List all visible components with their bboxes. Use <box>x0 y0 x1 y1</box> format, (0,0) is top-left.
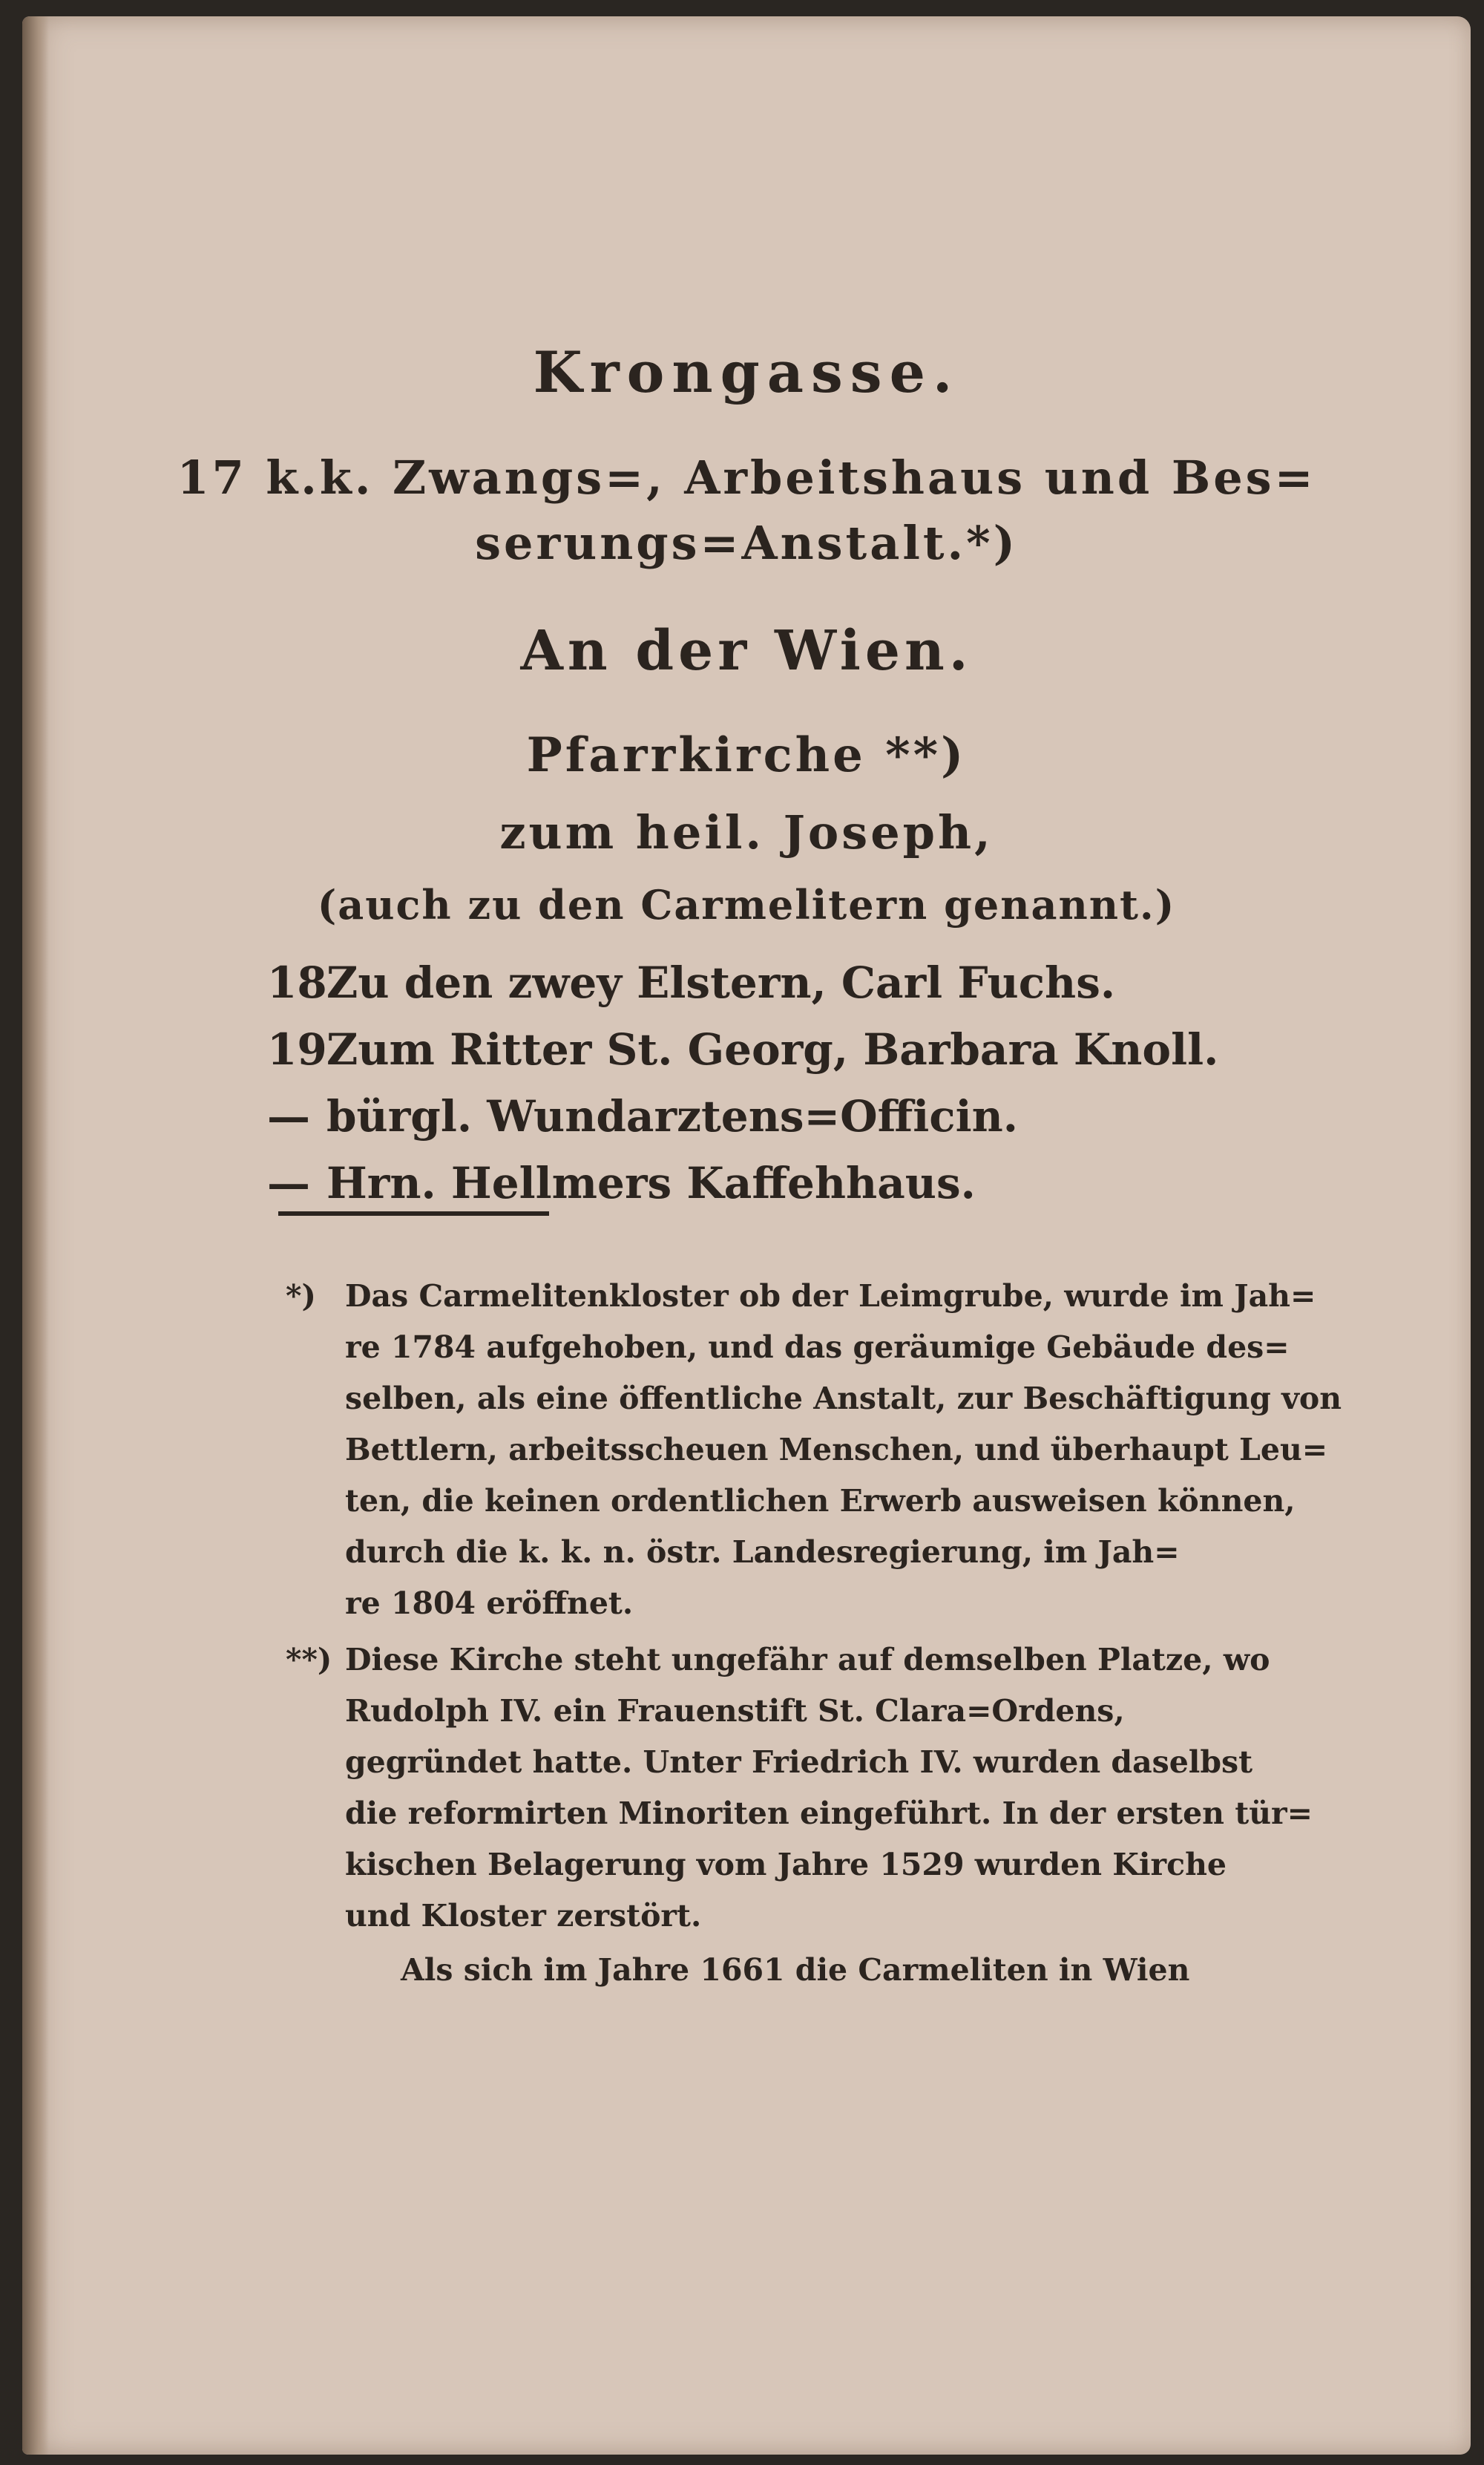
footnote-line: gegründet hatte. Unter Friedrich IV. wurden daselbst <box>345 1744 1253 1780</box>
footnote-2 <box>286 1634 1313 1942</box>
entry-row <box>267 957 1115 1008</box>
footnote-line: Das Carmelitenkloster ob der Leimgrube, wurde im Jah= <box>345 1278 1316 1314</box>
book-page <box>22 16 1471 2455</box>
entry-row <box>267 1024 1218 1075</box>
church-heading: Pfarrkirche **) <box>526 727 967 783</box>
footnote-line: ten, die keinen ordentlichen Erwerb ausweisen können, <box>345 1483 1296 1519</box>
district-heading: An der Wien. <box>520 619 973 683</box>
footnote-line: Bettlern, arbeitsscheuen Menschen, und überhaupt Leu= <box>345 1432 1328 1467</box>
entry-text: Zum Ritter St. Georg, Barbara Knoll. <box>326 1024 1219 1075</box>
church-name: zum heil. Joseph, <box>499 805 994 860</box>
church-note: (auch zu den Carmelitern genannt.) <box>317 881 1176 929</box>
footnote-marker: **) <box>286 1642 332 1677</box>
footnote-divider <box>278 1211 549 1216</box>
footnote-line: re 1784 aufgehoben, und das geräumige Gebäude des= <box>345 1329 1290 1365</box>
footnote-line: Rudolph IV. ein Frauenstift St. Clara=Ordens, <box>345 1693 1125 1729</box>
footnote-marker: *) <box>286 1278 316 1314</box>
entry-number: 18 <box>267 957 327 1008</box>
footnote-line: durch die k. k. n. östr. Landesregierung, im Jah= <box>345 1534 1180 1570</box>
footnote-line: Diese Kirche steht ungefähr auf demselben Platze, wo <box>345 1642 1270 1677</box>
entry-row <box>267 1091 1018 1142</box>
continuation-line <box>401 1945 1291 1996</box>
footnote-line: kischen Belagerung vom Jahre 1529 wurden Kirche <box>345 1847 1227 1882</box>
entry-text: Zu den zwey Elstern, Carl Fuchs. <box>326 957 1116 1008</box>
entry-17-line2: serungs=Anstalt.*) <box>475 516 1018 570</box>
entry-row <box>267 1158 976 1208</box>
entry-number: — <box>267 1158 310 1208</box>
entry-text: Hrn. Hellmers Kaffehhaus. <box>326 1158 976 1208</box>
footnote-line: re 1804 eröffnet. <box>345 1585 634 1621</box>
continuation-text: Als sich im Jahre 1661 die Carmeliten in Wien <box>401 1952 1190 1988</box>
footnote-line: die reformirten Minoriten eingeführt. In der ersten tür= <box>345 1795 1313 1831</box>
street-heading: Krongasse. <box>533 339 960 405</box>
footnote-line: selben, als eine öffentliche Anstalt, zur Beschäftigung von <box>345 1381 1342 1416</box>
footnote-1 <box>286 1271 1342 1629</box>
entry-17-line1: 17 k.k. Zwangs=, Arbeitshaus und Bes= <box>177 451 1316 505</box>
entry-number: 19 <box>267 1024 327 1075</box>
entry-text: bürgl. Wundarztens=Officin. <box>326 1091 1018 1142</box>
footnote-line: und Kloster zerstört. <box>345 1898 702 1934</box>
entry-number: — <box>267 1091 310 1142</box>
